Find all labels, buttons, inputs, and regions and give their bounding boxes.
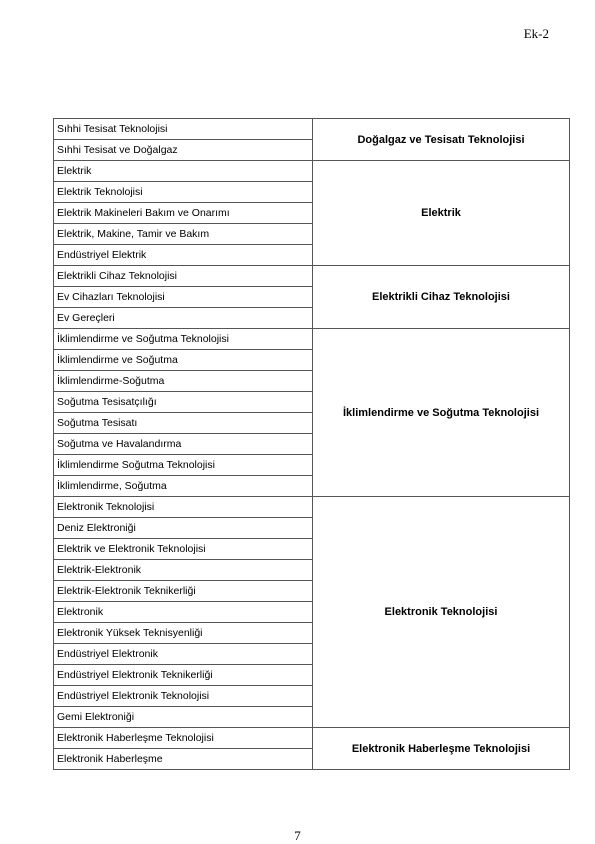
program-name-cell: Deniz Elektroniği [54,518,313,539]
program-name-cell: İklimlendirme Soğutma Teknolojisi [54,455,313,476]
program-name-cell: Endüstriyel Elektronik Teknikerliği [54,665,313,686]
program-mapping-table [53,118,570,770]
table-body [54,119,570,770]
program-name-cell: Elektronik Haberleşme [54,749,313,770]
program-name-cell: Soğutma Tesisatı [54,413,313,434]
field-group-cell: Elektrik [313,161,570,266]
field-group-cell: Elektrikli Cihaz Teknolojisi [313,266,570,329]
program-name-cell: İklimlendirme-Soğutma [54,371,313,392]
program-name-cell: Elektrikli Cihaz Teknolojisi [54,266,313,287]
program-name-cell: Gemi Elektroniği [54,707,313,728]
table-row [54,497,570,518]
program-name-cell: Elektrik, Makine, Tamir ve Bakım [54,224,313,245]
program-name-cell: Sıhhi Tesisat ve Doğalgaz [54,140,313,161]
program-name-cell: Elektrik Teknolojisi [54,182,313,203]
program-name-cell: Endüstriyel Elektronik [54,644,313,665]
page-number: 7 [294,828,301,843]
field-group-cell: Elektronik Teknolojisi [313,497,570,728]
program-name-cell: Endüstriyel Elektronik Teknolojisi [54,686,313,707]
program-name-cell: Elektrik ve Elektronik Teknolojisi [54,539,313,560]
field-group-cell: İklimlendirme ve Soğutma Teknolojisi [313,329,570,497]
program-name-cell: Elektrik-Elektronik Teknikerliği [54,581,313,602]
program-name-cell: Elektronik Yüksek Teknisyenliği [54,623,313,644]
program-name-cell: Elektrik [54,161,313,182]
field-group-cell: Doğalgaz ve Tesisatı Teknolojisi [313,119,570,161]
table-row [54,119,570,140]
program-name-cell: Endüstriyel Elektrik [54,245,313,266]
table-row [54,161,570,182]
field-group-cell: Elektronik Haberleşme Teknolojisi [313,728,570,770]
program-name-cell: Ev Gereçleri [54,308,313,329]
program-name-cell: İklimlendirme ve Soğutma [54,350,313,371]
table-row [54,266,570,287]
program-name-cell: İklimlendirme, Soğutma [54,476,313,497]
table-row [54,329,570,350]
program-name-cell: Sıhhi Tesisat Teknolojisi [54,119,313,140]
program-name-cell: İklimlendirme ve Soğutma Teknolojisi [54,329,313,350]
program-name-cell: Elektronik [54,602,313,623]
program-name-cell: Soğutma ve Havalandırma [54,434,313,455]
program-name-cell: Elektronik Haberleşme Teknolojisi [54,728,313,749]
program-name-cell: Ev Cihazları Teknolojisi [54,287,313,308]
program-name-cell: Soğutma Tesisatçılığı [54,392,313,413]
table-row [54,728,570,749]
program-name-cell: Elektrik Makineleri Bakım ve Onarımı [54,203,313,224]
annex-label: Ek-2 [523,26,549,41]
program-name-cell: Elektronik Teknolojisi [54,497,313,518]
program-name-cell: Elektrik-Elektronik [54,560,313,581]
